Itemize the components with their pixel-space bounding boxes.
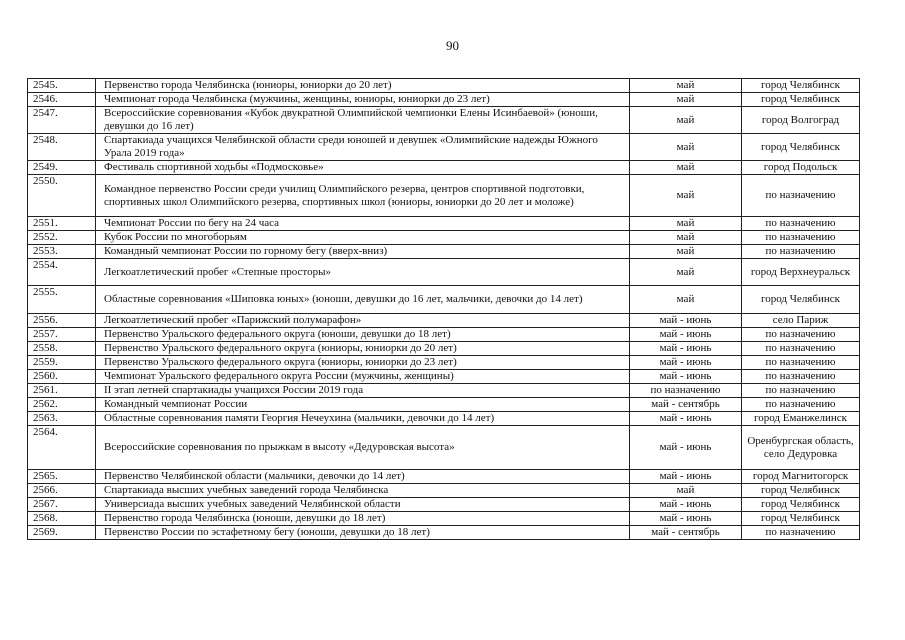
row-number: 2569. [28,526,96,540]
event-location: по назначению [742,342,860,356]
event-location: город Челябинск [742,79,860,93]
table-row [28,342,860,356]
table-row [28,93,860,107]
event-period: май - сентябрь [630,526,742,540]
table-row [28,426,860,470]
row-number: 2565. [28,470,96,484]
event-location: по назначению [742,245,860,259]
table-row [28,328,860,342]
event-period: май [630,161,742,175]
event-name: Фестиваль спортивной ходьбы «Подмосковье» [96,161,630,175]
event-period: май [630,484,742,498]
row-number: 2566. [28,484,96,498]
table-row [28,498,860,512]
table-row [28,526,860,540]
row-number: 2555. [28,286,96,314]
event-name: Чемпионат Уральского федерального округа России (мужчины, женщины) [96,370,630,384]
row-number: 2559. [28,356,96,370]
row-number: 2557. [28,328,96,342]
table-row [28,470,860,484]
table-row [28,161,860,175]
event-period: май [630,79,742,93]
table-row [28,79,860,93]
row-number: 2550. [28,175,96,217]
table-row [28,370,860,384]
table-row [28,484,860,498]
table-row [28,314,860,328]
event-location: Оренбургская область, село Дедуровка [742,426,860,470]
event-name: Первенство Уральского федерального округа (юниоры, юниорки до 23 лет) [96,356,630,370]
table-row [28,107,860,134]
event-name: Областные соревнования памяти Георгия Нечеухина (мальчики, девочки до 14 лет) [96,412,630,426]
row-number: 2546. [28,93,96,107]
event-location: город Волгоград [742,107,860,134]
event-location: по назначению [742,328,860,342]
event-name: Областные соревнования «Шиповка юных» (юноши, девушки до 16 лет, мальчики, девочки до 14 лет) [96,286,630,314]
event-name: Первенство Челябинской области (мальчики, девочки до 14 лет) [96,470,630,484]
row-number: 2548. [28,134,96,161]
event-period: май - июнь [630,470,742,484]
event-name: Первенство Уральского федерального округа (юниоры, юниорки до 20 лет) [96,342,630,356]
event-name: Первенство города Челябинска (юноши, девушки до 18 лет) [96,512,630,526]
event-name: Первенство России по эстафетному бегу (юноши, девушки до 18 лет) [96,526,630,540]
row-number: 2561. [28,384,96,398]
row-number: 2558. [28,342,96,356]
event-location: город Магнитогорск [742,470,860,484]
event-name: Универсиада высших учебных заведений Челябинской области [96,498,630,512]
row-number: 2564. [28,426,96,470]
event-name: Первенство города Челябинска (юниоры, юниорки до 20 лет) [96,79,630,93]
event-location: город Еманжелинск [742,412,860,426]
event-location: по назначению [742,370,860,384]
event-name: Чемпионат России по бегу на 24 часа [96,217,630,231]
event-location: город Челябинск [742,134,860,161]
row-number: 2563. [28,412,96,426]
table-row [28,231,860,245]
table-row [28,286,860,314]
event-period: май [630,245,742,259]
event-location: по назначению [742,231,860,245]
event-name: Спартакиада высших учебных заведений города Челябинска [96,484,630,498]
event-name: Всероссийские соревнования «Кубок двукратной Олимпийской чемпионки Елены Исинбаевой» (юноши, девушки до 16 лет) [96,107,630,134]
event-period: май [630,175,742,217]
table-row [28,134,860,161]
event-period: май - июнь [630,328,742,342]
event-location: город Челябинск [742,286,860,314]
table-row [28,512,860,526]
row-number: 2554. [28,259,96,286]
event-period: май - июнь [630,356,742,370]
event-period: май [630,217,742,231]
row-number: 2545. [28,79,96,93]
page-number: 90 [446,38,459,53]
event-name: Командный чемпионат России [96,398,630,412]
row-number: 2567. [28,498,96,512]
event-name: Чемпионат города Челябинска (мужчины, женщины, юниоры, юниорки до 23 лет) [96,93,630,107]
event-period: май [630,107,742,134]
event-period: май - июнь [630,342,742,356]
table-row [28,384,860,398]
row-number: 2547. [28,107,96,134]
row-number: 2560. [28,370,96,384]
event-period: май - июнь [630,512,742,526]
event-location: по назначению [742,398,860,412]
row-number: 2553. [28,245,96,259]
event-period: май - сентябрь [630,398,742,412]
event-period: май [630,231,742,245]
table-row [28,356,860,370]
table-row [28,217,860,231]
row-number: 2568. [28,512,96,526]
event-name: Спартакиада учащихся Челябинской области среди юношей и девушек «Олимпийские надежды Южного Урала 2019 года» [96,134,630,161]
row-number: 2562. [28,398,96,412]
event-period: май - июнь [630,426,742,470]
event-period: май - июнь [630,498,742,512]
event-name: Первенство Уральского федерального округа (юноши, девушки до 18 лет) [96,328,630,342]
events-table [27,78,860,540]
table-row [28,259,860,286]
event-period: май - июнь [630,314,742,328]
event-period: май [630,286,742,314]
event-period: по назначению [630,384,742,398]
table-row [28,412,860,426]
event-location: город Челябинск [742,498,860,512]
table-row [28,245,860,259]
row-number: 2552. [28,231,96,245]
event-location: город Челябинск [742,512,860,526]
event-location: по назначению [742,384,860,398]
table-row [28,175,860,217]
event-period: май [630,259,742,286]
event-location: город Подольск [742,161,860,175]
table-row [28,398,860,412]
event-location: по назначению [742,526,860,540]
event-name: Командный чемпионат России по горному бегу (вверх-вниз) [96,245,630,259]
event-name: Всероссийские соревнования по прыжкам в высоту «Дедуровская высота» [96,426,630,470]
event-name: II этап летней спартакиады учащихся России 2019 года [96,384,630,398]
event-location: по назначению [742,175,860,217]
event-period: май - июнь [630,412,742,426]
event-name: Командное первенство России среди училищ Олимпийского резерва, центров спортивной подготовки, спортивных школ Олимпийского резерва, спортивных школ (юниоры, юниорки до 20 лет и моложе) [96,175,630,217]
row-number: 2551. [28,217,96,231]
row-number: 2556. [28,314,96,328]
event-period: май [630,134,742,161]
event-location: по назначению [742,217,860,231]
event-location: село Париж [742,314,860,328]
event-period: май - июнь [630,370,742,384]
event-location: город Челябинск [742,484,860,498]
row-number: 2549. [28,161,96,175]
event-location: по назначению [742,356,860,370]
event-period: май [630,93,742,107]
event-name: Легкоатлетический пробег «Парижский полумарафон» [96,314,630,328]
event-name: Кубок России по многоборьям [96,231,630,245]
event-location: город Верхнеуральск [742,259,860,286]
event-name: Легкоатлетический пробег «Степные просторы» [96,259,630,286]
event-location: город Челябинск [742,93,860,107]
